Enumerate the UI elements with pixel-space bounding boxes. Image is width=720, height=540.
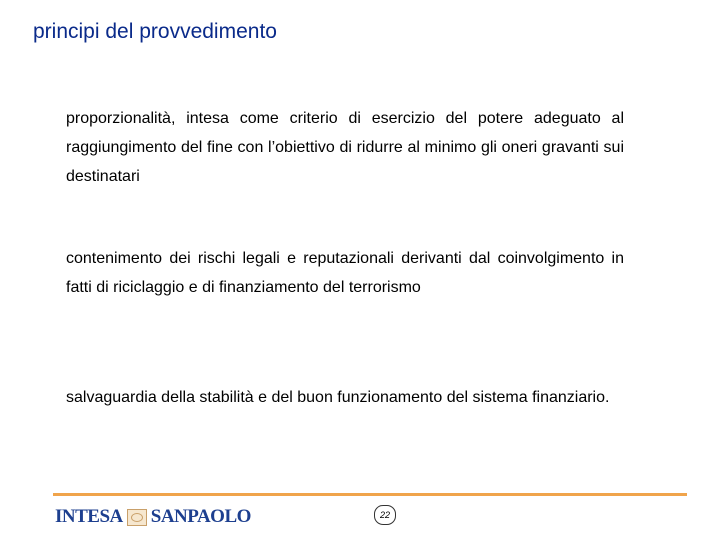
paragraph-proporzionalita: proporzionalità, intesa come criterio di esercizio del potere adeguato al raggiungimento del fine con l’obiettivo di ridurre al minimo gli oneri gravanti sui destinatari bbox=[66, 110, 624, 185]
paragraph-salvaguardia: salvaguardia della stabilità e del buon funzionamento del sistema finanziario. bbox=[66, 389, 610, 406]
page-number: 22 bbox=[374, 505, 396, 525]
logo-word-sanpaolo: SANPAOLO bbox=[150, 506, 251, 527]
footer-divider bbox=[53, 493, 687, 496]
slide-title: principi del provvedimento bbox=[33, 20, 277, 43]
paragraph-contenimento: contenimento dei rischi legali e reputazionali derivanti dal coinvolgimento in fatti di riciclaggio e di finanziamento del terrorismo bbox=[66, 250, 624, 296]
logo-seal-icon bbox=[127, 509, 147, 526]
intesa-sanpaolo-logo bbox=[55, 506, 251, 528]
logo-word-intesa: INTESA bbox=[55, 506, 123, 527]
